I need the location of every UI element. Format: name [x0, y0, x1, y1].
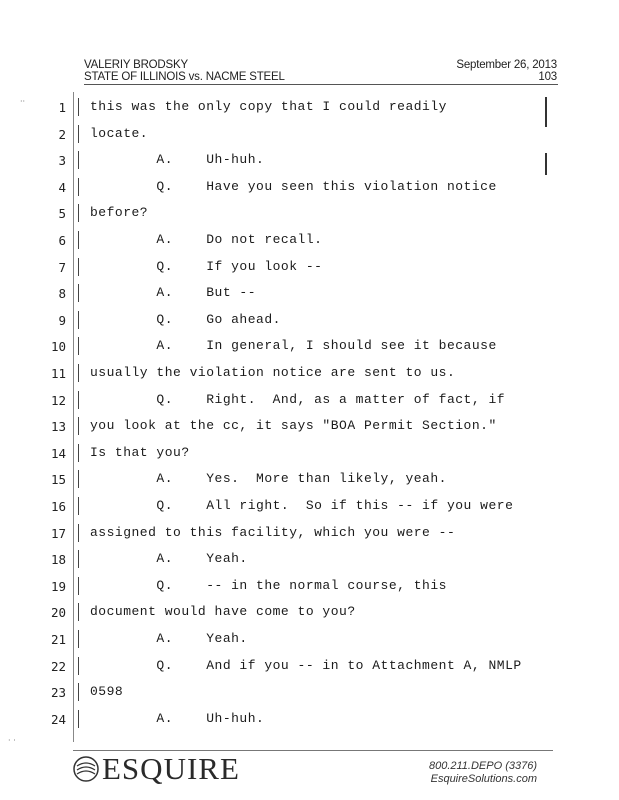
- margin-tick: [78, 630, 79, 648]
- esquire-emblem-icon: [72, 755, 100, 783]
- margin-tick: [78, 657, 79, 675]
- line-number: 12: [50, 393, 66, 408]
- transcript-line: Q. -- in the normal course, this: [90, 578, 447, 593]
- margin-tick: [78, 204, 79, 222]
- margin-tick: [78, 417, 79, 435]
- line-number: 15: [50, 472, 66, 487]
- transcript-line: A. In general, I should see it because: [90, 338, 497, 353]
- margin-tick: [78, 710, 79, 728]
- transcript-line: assigned to this facility, which you were --: [90, 525, 456, 540]
- line-number: 4: [58, 180, 66, 195]
- line-number: 17: [50, 526, 66, 541]
- margin-tick: [78, 178, 79, 196]
- header-divider: [84, 84, 558, 85]
- scan-speck: · ·: [8, 736, 16, 745]
- logo-wordmark: ESQUIRE: [102, 751, 240, 786]
- margin-tick: [78, 683, 79, 701]
- transcript-line: you look at the cc, it says "BOA Permit Section.": [90, 418, 497, 433]
- line-number: 21: [50, 632, 66, 647]
- transcript-line: Q. Right. And, as a matter of fact, if: [90, 392, 506, 407]
- line-number: 13: [50, 419, 66, 434]
- line-number: 23: [50, 685, 66, 700]
- line-number: 14: [50, 446, 66, 461]
- transcript-line: this was the only copy that I could readily: [90, 99, 447, 114]
- transcript-line: Q. Have you seen this violation notice: [90, 179, 497, 194]
- transcript-line: Q. If you look --: [90, 259, 323, 274]
- margin-tick: [78, 444, 79, 462]
- margin-tick: [78, 470, 79, 488]
- scan-speck: ··: [20, 97, 26, 106]
- line-number: 20: [50, 605, 66, 620]
- margin-tick: [78, 258, 79, 276]
- line-number: 3: [58, 153, 66, 168]
- line-number: 5: [58, 206, 66, 221]
- line-number: 9: [58, 313, 66, 328]
- footer-phone: 800.211.DEPO (3376): [428, 760, 537, 772]
- line-number: 10: [50, 339, 66, 354]
- margin-tick: [78, 337, 79, 355]
- margin-tick: [78, 391, 79, 409]
- line-number: 16: [50, 499, 66, 514]
- transcript-line: locate.: [90, 126, 149, 141]
- transcript-line: A. Uh-huh.: [90, 711, 265, 726]
- line-number: 2: [58, 127, 66, 142]
- line-number: 8: [58, 286, 66, 301]
- transcript-line: A. Yeah.: [90, 551, 248, 566]
- transcript-line: Q. And if you -- in to Attachment A, NMLP: [90, 658, 522, 673]
- transcript-line: document would have come to you?: [90, 604, 356, 619]
- transcript-line: 0598: [90, 684, 124, 699]
- line-number: 1: [58, 100, 66, 115]
- margin-tick: [78, 151, 79, 169]
- transcript-line: usually the violation notice are sent to us.: [90, 365, 456, 380]
- transcript-line: A. Do not recall.: [90, 232, 323, 247]
- margin-tick: [78, 231, 79, 249]
- case-caption: STATE OF ILLINOIS vs. NACME STEEL: [84, 71, 285, 83]
- transcript-line: Q. Go ahead.: [90, 312, 281, 327]
- line-number: 18: [50, 552, 66, 567]
- margin-tick: [78, 603, 79, 621]
- line-number: 6: [58, 233, 66, 248]
- esquire-logo: [72, 751, 240, 786]
- margin-tick: [78, 524, 79, 542]
- line-number: 7: [58, 260, 66, 275]
- witness-name: VALERIY BRODSKY: [84, 59, 188, 71]
- transcript-line: A. Yeah.: [90, 631, 248, 646]
- left-margin-rule: [73, 92, 74, 742]
- page-number: 103: [538, 71, 557, 83]
- change-bar: [545, 97, 547, 127]
- footer-website: EsquireSolutions.com: [430, 773, 537, 785]
- transcript-line: A. But --: [90, 285, 257, 300]
- margin-tick: [78, 98, 79, 116]
- transcript-line: A. Uh-huh.: [90, 152, 265, 167]
- deposition-date: September 26, 2013: [456, 59, 557, 71]
- line-number: 22: [50, 659, 66, 674]
- margin-tick: [78, 550, 79, 568]
- change-bar: [545, 153, 547, 175]
- line-number: 19: [50, 579, 66, 594]
- line-number: 24: [50, 712, 66, 727]
- transcript-line: Q. All right. So if this -- if you were: [90, 498, 514, 513]
- margin-tick: [78, 364, 79, 382]
- margin-tick: [78, 311, 79, 329]
- transcript-line: A. Yes. More than likely, yeah.: [90, 471, 447, 486]
- margin-tick: [78, 497, 79, 515]
- transcript-line: before?: [90, 205, 149, 220]
- margin-tick: [78, 284, 79, 302]
- margin-tick: [78, 125, 79, 143]
- line-number: 11: [50, 366, 66, 381]
- transcript-line: Is that you?: [90, 445, 190, 460]
- margin-tick: [78, 577, 79, 595]
